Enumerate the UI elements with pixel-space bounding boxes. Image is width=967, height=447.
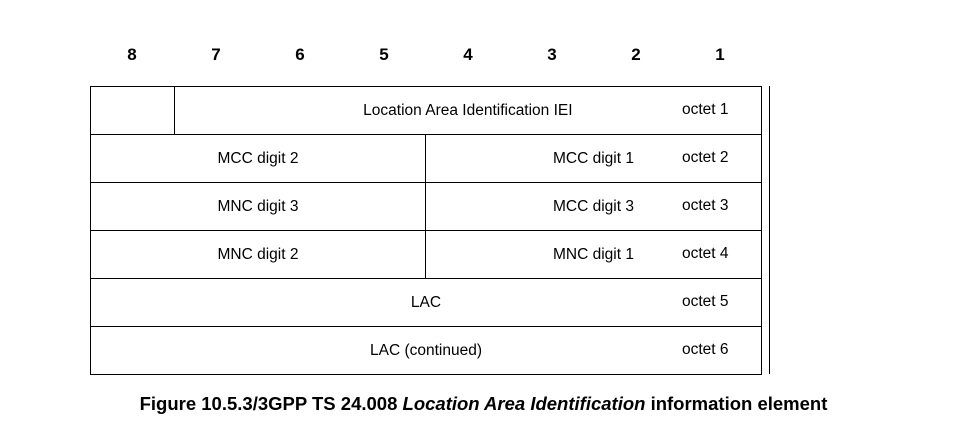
- octet-label-5: octet 5: [682, 293, 729, 310]
- octet-label-2: octet 2: [682, 149, 729, 166]
- bit-number-4: 4: [463, 45, 473, 64]
- octet-label-1: octet 1: [682, 101, 729, 118]
- bit-number-8: 8: [127, 45, 137, 64]
- bit-number-header: [90, 40, 762, 70]
- table-row: [91, 87, 761, 135]
- bit-number-7: 7: [211, 45, 221, 64]
- caption-italic: Location Area Identification: [402, 393, 646, 414]
- table-row: [91, 279, 761, 327]
- octet1-iei-cell: Location Area Identification IEI: [363, 101, 573, 119]
- octet5-cell: LAC: [410, 293, 442, 311]
- octet1-spare-cell: [91, 87, 175, 134]
- table-row: [91, 327, 761, 375]
- bit-number-3: 3: [547, 45, 557, 64]
- octet-label-4: octet 4: [682, 245, 729, 262]
- figure-caption: [0, 393, 967, 415]
- bit-number-2: 2: [631, 45, 641, 64]
- octet4-right-cell: MNC digit 1: [553, 245, 634, 263]
- octet2-left-cell: MCC digit 2: [91, 135, 426, 182]
- bit-number-6: 6: [295, 45, 305, 64]
- octet-table: [90, 86, 762, 375]
- octet4-left-cell: MNC digit 2: [91, 231, 426, 278]
- table-row: [91, 135, 761, 183]
- table-row: [91, 231, 761, 279]
- caption-suffix: information element: [645, 393, 828, 414]
- octet2-right-cell: MCC digit 1: [553, 149, 634, 167]
- octet3-left-cell: MNC digit 3: [91, 183, 426, 230]
- octet3-right-cell: MCC digit 3: [553, 197, 634, 215]
- bit-number-1: 1: [715, 45, 725, 64]
- octet6-cell: LAC (continued): [369, 341, 482, 359]
- table-row: [91, 183, 761, 231]
- octet-label-3: octet 3: [682, 197, 729, 214]
- octet-label-6: octet 6: [682, 341, 729, 358]
- bit-number-5: 5: [379, 45, 389, 64]
- caption-prefix: Figure 10.5.3/3GPP TS 24.008: [139, 393, 403, 414]
